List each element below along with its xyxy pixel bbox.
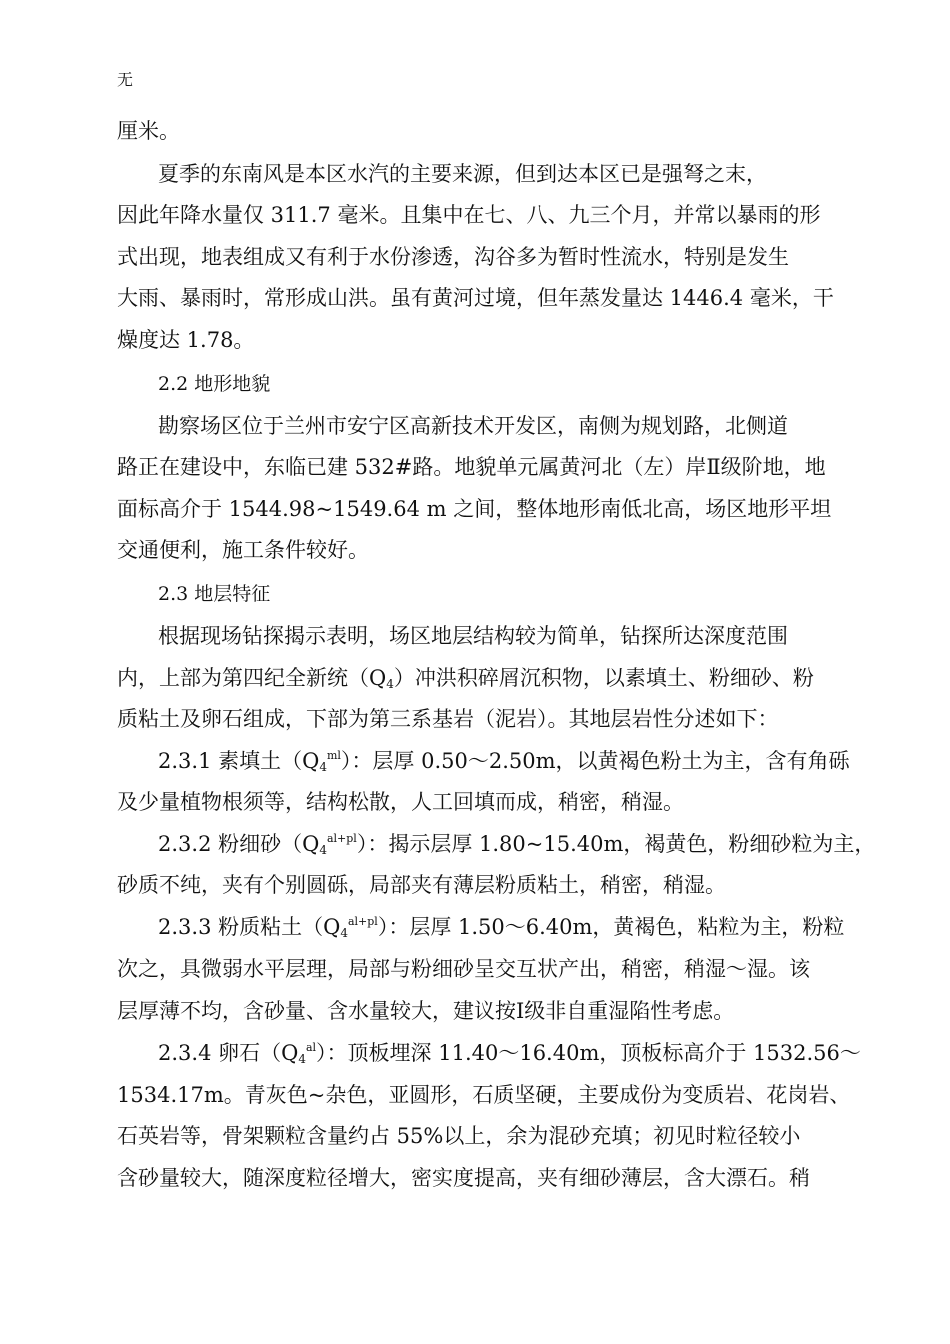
page-header: 无 (117, 70, 134, 89)
text-line: 2.3.2 粉细砂$(Q_4^{al+pl})$：揭示层厚 1.80~15.40m，褐黄色，粉细砂粒为主， (158, 832, 876, 857)
text-line: 2.3.4 卵石$(Q_4^{al})$：顶板埋深 11.40～16.40m，顶板标高介于 1532.56～ (158, 1041, 861, 1066)
text-line: 及少量植物根须等，结构松散，人工回填而成，稍密，稍湿。 (117, 790, 684, 814)
text-line: 层厚薄不均，含砂量、含水量较大，建议按Ⅰ级非自重湿陷性考虑。 (117, 999, 735, 1023)
text-line: 1534.17m。青灰色~杂色，亚圆形，石质坚硬，主要成份为变质岩、花岗岩、 (117, 1083, 851, 1107)
text-line: 厘米。 (117, 119, 180, 143)
section-heading: 2.2 地形地貌 (158, 373, 271, 395)
text-line: 2.3.1 素填土$(Q_4^{ml})$：层厚 0.50～2.50m，以黄褐色粉土为主，含有角砾 (158, 749, 850, 774)
text-line: 路正在建设中，东临已建 532#路。地貌单元属黄河北（左）岸Ⅱ级阶地，地 (117, 455, 826, 479)
text-line: 式出现，地表组成又有利于水份渗透，沟谷多为暂时性流水，特别是发生 (117, 245, 789, 269)
text-line: 根据现场钻探揭示表明，场区地层结构较为简单，钻探所达深度范围 (158, 624, 788, 648)
section-heading: 2.3 地层特征 (158, 583, 271, 605)
text-line: 含砂量较大，随深度粒径增大，密实度提高，夹有细砂薄层，含大漂石。稍 (117, 1166, 810, 1190)
text-line: 夏季的东南风是本区水汽的主要来源，但到达本区已是强弩之末， (158, 162, 767, 186)
text-line: 燥度达 1.78。 (117, 328, 255, 352)
text-line: 因此年降水量仅 311.7 毫米。且集中在七、八、九三个月，并常以暴雨的形 (117, 203, 821, 227)
text-line: 面标高介于 1544.98~1549.64 m 之间，整体地形南低北高，场区地形平坦 (117, 497, 832, 521)
text-line: 砂质不纯，夹有个别圆砾，局部夹有薄层粉质粘土，稍密，稍湿。 (117, 873, 726, 897)
text-line: 石英岩等，骨架颗粒含量约占 55%以上，余为混砂充填；初见时粒径较小 (117, 1124, 801, 1148)
text-line: 2.3.3 粉质粘土$(Q_4^{al+pl})$：层厚 1.50～6.40m，黄褐色，粘粒为主，粉粒 (158, 915, 845, 940)
text-line: 勘察场区位于兰州市安宁区高新技术开发区，南侧为规划路，北侧道 (158, 414, 788, 438)
text-line: 交通便利，施工条件较好。 (117, 538, 369, 562)
text-line: 次之，具微弱水平层理，局部与粉细砂呈交互状产出，稍密，稍湿～湿。该 (117, 957, 810, 981)
text-line: 质粘土及卵石组成，下部为第三系基岩（泥岩）。其地层岩性分述如下： (117, 707, 779, 731)
text-line: 内，上部为第四纪全新统$(Q_4)$冲洪积碎屑沉积物，以素填土、粉细砂、粉 (117, 666, 814, 691)
text-line: 大雨、暴雨时，常形成山洪。虽有黄河过境，但年蒸发量达 1446.4 毫米，干 (117, 286, 834, 310)
